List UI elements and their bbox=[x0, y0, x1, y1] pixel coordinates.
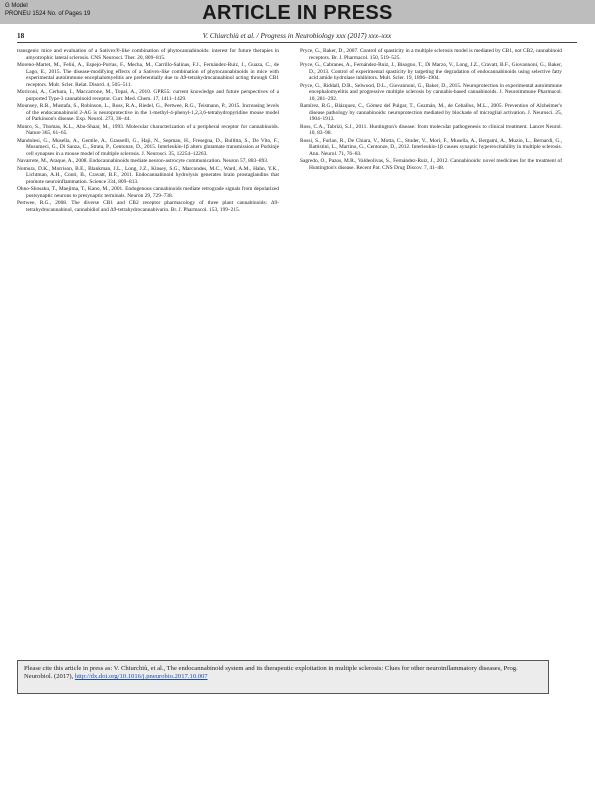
reference-entry: Mandolesi, G., Musella, A., Gentile, A., Grasselli, G., Haji, N., Sepman, H., Fresegna, D., Bullitta, S., De Vito, F., Musumeci, G., Di Sanza, C., Strata, P., Centonze, D., 2015. Interleukin-1β alters glutamate transmission at Purkinje cell synapses in a mouse model of multiple sclerosis. J. Neurosci. 35, 12254–12263. bbox=[17, 137, 279, 157]
reference-entry: Navarrete, M., Araque, A., 2008. Endocannabinoids mediate neuron-astrocyte communication. Neuron 57, 883–893. bbox=[17, 158, 269, 164]
article-in-press-banner bbox=[0, 0, 595, 24]
reference-entry: transgenic mice and evaluation of a Sativex®-like combination of phytocannabinoids: interest for future therapies in amyotrophic lateral sclerosis. CNS Neurosci. Ther. 20, 809–815. bbox=[17, 48, 279, 61]
running-head bbox=[17, 30, 577, 43]
reference-column-right bbox=[300, 48, 562, 631]
citation-text: Please cite this article in press as: V. Chiurchiù, et al., The endocannabinoid system and its therapeutic exploitation in multiple sclerosis: Clues for other neuroinflammatory diseases, Prog. Neurobiol. (2017), bbox=[24, 665, 518, 681]
reference-entry: Mounsey, R.B., Mustafa, S., Robinson, L., Ross, R.A., Riedel, G., Pertwee, R.G., Teismann, P., 2015. Increasing levels of the endocannabinoid 2-AG is neuroprotective in the 1-methyl-4-phenyl-1,2,3,6-tetrahydropyridine mouse model of Parkinson's disease. Exp. Neurol. 273, 36–44. bbox=[17, 103, 279, 122]
banner-title: ARTICLE IN PRESS bbox=[202, 2, 393, 24]
journal-citation-line: V. Chiurchiù et al. / Progress in Neurobiology xxx (2017) xxx–xxx bbox=[202, 32, 392, 40]
reference-entry: Pertwee, R.G., 2008. The diverse CB1 and CB2 receptor pharmacology of three plant cannabinoids: Δ9-tetrahydrocannabinol, cannabidiol and Δ9-tetrahydrocannabivarin. Br. J. Pharmacol. 153, 199–215. bbox=[17, 200, 279, 213]
reference-entry: Ramírez, B.G., Blázquez, C., Gómez del Pulgar, T., Guzmán, M., de Ceballos, M.L., 2005. Prevention of Alzheimer's disease pathology by cannabinoids: neuroprotection mediated by blockade of microglial activation. J. Neurosci. 25, 1904–1913. bbox=[300, 103, 562, 122]
reference-entry: Rossi, S., Furlan, R., De Chiara, V., Motta, C., Studer, V., Mori, F., Musella, A., Bergami, A., Muzio, L., Bernardi, G., Battistini, L., Martino, G., Centonze, D., 2012. Interleukin-1β causes synaptic hyperexcitability in multiple sclerosis. Ann. Neurol. 71, 76–83. bbox=[300, 137, 562, 157]
reference-entry: Ross, C.A., Tabrizi, S.J., 2011. Huntington's disease: from molecular pathogenesis to clinical treatment. Lancet Neurol. 10, 83–98. bbox=[300, 123, 562, 136]
reference-entry: Pryce, G., Riddall, D.R., Selwood, D.L., Giovannoni, G., Baker, D., 2015. Neuroprotection in experimental autoimmune encephalomyelitis and progressive multiple sclerosis by cannabis-based cannabinoids. J. Neuroimmune Pharmacol. 10, 281–292. bbox=[300, 82, 562, 102]
reference-entry: Moriconi, A., Cerbara, I., Maccarrone, M., Topai, A., 2010. GPR55: current knowledge and future perspectives of a purported Type-3 cannabinoid receptor. Curr. Med. Chem. 17, 1411–1429. bbox=[17, 89, 279, 102]
reference-entry: Nomura, D.K., Morrison, B.E., Blankman, J.L., Long, J.Z., Kinsey, S.G., Marcondes, M.C., Ward, A.M., Hahn, Y.K., Lichtman, A.H., Conti, B., Cravatt, B.F., 2011. Endocannabinoid hydrolysis generates brain prostaglandins that promote neuroinflammation. Science 334, 809–813. bbox=[17, 165, 279, 185]
manuscript-id: PRONEU 1524 No. of Pages 19 bbox=[5, 11, 91, 17]
reference-entry: Munro, S., Thomas, K.L., Abu-Shaar, M., 1993. Molecular characterization of a peripheral receptor for cannabinoids. Nature 365, 61–65. bbox=[17, 123, 279, 136]
reference-entry: Pryce, G., Baker, D., 2007. Control of spasticity in a multiple sclerosis model is mediated by CB1, not CB2, cannabinoid receptors. Br. J. Pharmacol. 150, 519–525. bbox=[300, 48, 562, 61]
reference-entry: Pryce, G., Cabranes, A., Fernández-Ruiz, J., Bisogno, T., Di Marzo, V., Long, J.Z., Cravatt, B.F., Giovannoni, G., Baker, D., 2013. Control of experimental spasticity by targeting the degradation of endocannabinoids using selective fatty acid amide hydrolase inhibitors. Mult. Scler. 19, 1896–1904. bbox=[300, 62, 562, 81]
reference-entry: Ohno-Shosaku, T., Maejima, T., Kano, M., 2001. Endogenous cannabinoids mediate retrograde signals from depolarized postsynaptic neurons to presynaptic terminals. Neuron 29, 729–738. bbox=[17, 186, 279, 199]
reference-entry: Moreno-Martet, M., Feliú, A., Espejo-Porras, F., Mecha, M., Carrillo-Salinas, F.J., Fernández-Ruiz, J., Guaza, C., de Lago, E., 2015. The disease-modifying effects of a Sativex-like combination of phytocannabinoids in mice with experimental autoimmune encephalomyelitis are preferentially due to Δ9-tetrahydrocannabinol acting through CB1 receptors. Mult. Scler. Relat. Disord. 4, 505–511. bbox=[17, 62, 279, 88]
model-label: G Model bbox=[5, 3, 28, 9]
reference-column-left bbox=[17, 48, 279, 631]
doi-link[interactable]: http://dx.doi.org/10.1016/j.pneurobio.2017.10.007 bbox=[74, 673, 208, 681]
cite-this-article-box bbox=[17, 660, 549, 694]
page-number: 18 bbox=[17, 32, 25, 40]
reference-entry: Sagredo, O., Pazos, M.R., Valdeolivas, S., Fernández-Ruiz, J., 2012. Cannabinoids: novel medicines for the treatment of Huntington's disease. Recent Pat. CNS Drug Discov. 7, 41–48. bbox=[300, 158, 562, 171]
